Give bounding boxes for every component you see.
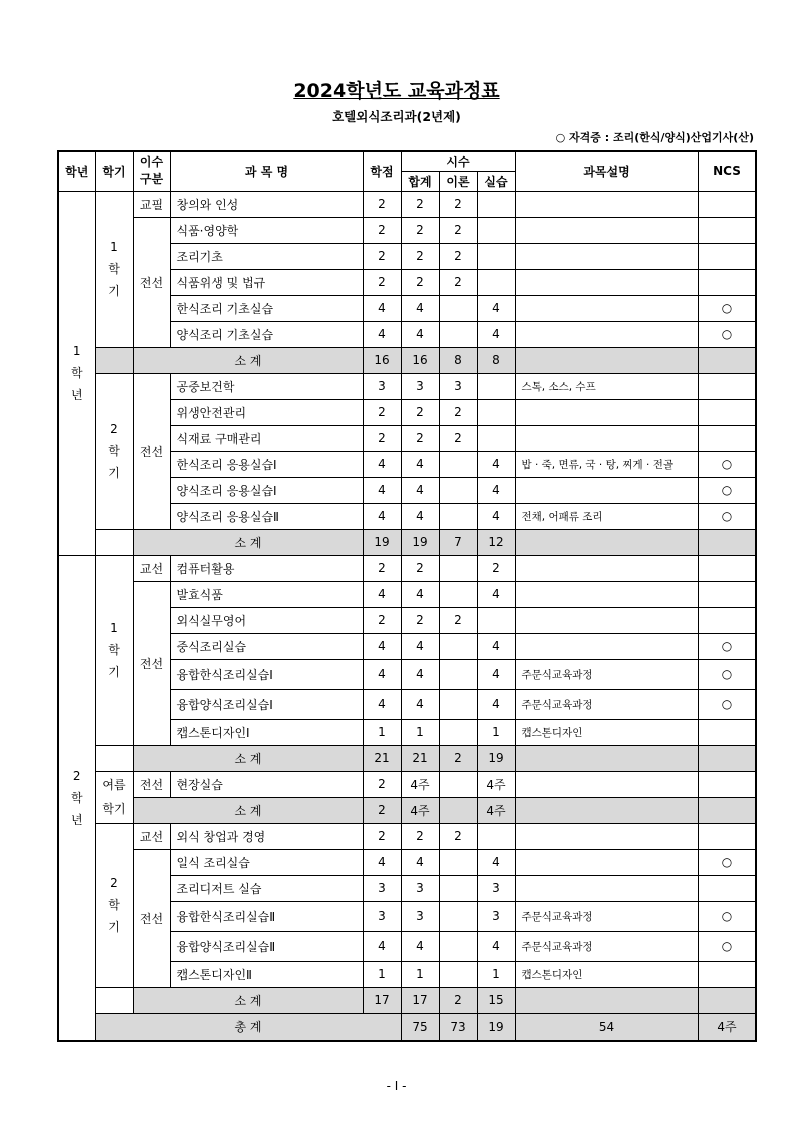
credits-cell: 2 [363, 191, 401, 217]
ncs-cell: ○ [698, 901, 756, 931]
hours-practice-cell: 4 [477, 659, 515, 689]
ncs-cell: ○ [698, 503, 756, 529]
category-cell: 교필 [133, 191, 170, 217]
hours-theory-cell [439, 451, 477, 477]
course-name: 일식 조리실습 [170, 849, 363, 875]
hours-theory-cell: 2 [439, 243, 477, 269]
hours-practice-cell [477, 425, 515, 451]
header-description: 과목설명 [515, 151, 698, 191]
ncs-cell [698, 529, 756, 555]
hours-total-cell: 4 [401, 849, 439, 875]
hours-theory-cell [439, 901, 477, 931]
hours-total-cell: 2 [401, 607, 439, 633]
hours-theory-cell: 2 [439, 399, 477, 425]
hours-theory-cell: 2 [439, 191, 477, 217]
credits-cell: 2 [363, 217, 401, 243]
description-cell [515, 321, 698, 347]
hours-practice-cell: 4 [477, 321, 515, 347]
description-cell: 주문식교육과정 [515, 931, 698, 961]
category-cell: 교선 [133, 555, 170, 581]
header-course-name: 과 목 명 [170, 151, 363, 191]
header-category: 이수 구분 [133, 151, 170, 191]
curriculum-table [57, 150, 757, 1042]
course-name: 캡스톤디자인Ⅱ [170, 961, 363, 987]
ncs-cell: ○ [698, 477, 756, 503]
hours-practice-cell: 4 [477, 451, 515, 477]
credits-cell: 4 [363, 477, 401, 503]
credits-cell: 4 [363, 581, 401, 607]
hours-theory-cell [439, 295, 477, 321]
ncs-cell [698, 719, 756, 745]
table-row [58, 373, 756, 399]
hours-theory-cell: 7 [439, 529, 477, 555]
header-hours-practice: 실습 [477, 171, 515, 191]
ncs-cell: ○ [698, 295, 756, 321]
hours-total-cell: 4 [401, 295, 439, 321]
category-cell: 전선 [133, 849, 170, 987]
hours-practice-cell: 19 [477, 745, 515, 771]
course-name: 양식조리 기초실습 [170, 321, 363, 347]
semester-label: 2 학 기 [95, 373, 133, 529]
credits-cell: 4 [363, 503, 401, 529]
hours-theory-cell [439, 503, 477, 529]
course-name: 융합양식조리실습Ⅱ [170, 931, 363, 961]
description-cell [515, 425, 698, 451]
hours-practice-cell: 12 [477, 529, 515, 555]
hours-practice-cell [477, 823, 515, 849]
credits-cell: 4 [363, 659, 401, 689]
table-row [58, 217, 756, 243]
hours-theory-cell: 2 [439, 745, 477, 771]
credits-cell: 2 [363, 243, 401, 269]
credits-cell: 3 [363, 875, 401, 901]
subtotal-row [58, 745, 756, 771]
hours-total-cell: 3 [401, 373, 439, 399]
credits-cell: 4 [363, 321, 401, 347]
header-hours: 시수 [401, 151, 515, 171]
hours-theory-cell: 2 [439, 217, 477, 243]
credits-cell: 2 [363, 555, 401, 581]
hours-practice-cell: 3 [477, 875, 515, 901]
hours-total-cell: 16 [401, 347, 439, 373]
hours-theory-cell [439, 961, 477, 987]
credits-cell: 4 [363, 931, 401, 961]
credits-cell: 3 [363, 373, 401, 399]
header-credits: 학점 [363, 151, 401, 191]
description-cell: 밥 · 죽, 면류, 국 · 탕, 찌게 · 전골 [515, 451, 698, 477]
credits-cell: 1 [363, 719, 401, 745]
credits-cell: 2 [363, 823, 401, 849]
description-cell [515, 797, 698, 823]
course-name: 융합한식조리실습Ⅰ [170, 659, 363, 689]
description-cell [515, 243, 698, 269]
table-row [58, 771, 756, 797]
course-name: 식품위생 및 법규 [170, 269, 363, 295]
hours-theory-cell: 8 [439, 347, 477, 373]
description-cell: 주문식교육과정 [515, 901, 698, 931]
credits-cell: 4 [363, 295, 401, 321]
header-ncs: NCS [698, 151, 756, 191]
course-name: 발효식품 [170, 581, 363, 607]
hours-total-cell: 1 [401, 961, 439, 987]
credits-cell: 4 [363, 849, 401, 875]
table-row [58, 555, 756, 581]
course-name: 식품·영양학 [170, 217, 363, 243]
ncs-cell [698, 269, 756, 295]
description-cell [515, 555, 698, 581]
description-cell [515, 849, 698, 875]
header-row [58, 151, 756, 171]
hours-total-cell: 2 [401, 823, 439, 849]
ncs-cell [698, 191, 756, 217]
subtotal-label: 소 계 [133, 745, 363, 771]
hours-total-cell: 1 [401, 719, 439, 745]
hours-theory-cell [439, 321, 477, 347]
hours-total-cell: 4주 [401, 797, 439, 823]
hours-theory-cell [439, 931, 477, 961]
hours-total-cell: 4 [401, 931, 439, 961]
ncs-cell [698, 243, 756, 269]
description-cell [515, 823, 698, 849]
course-name: 위생안전관리 [170, 399, 363, 425]
category-cell: 전선 [133, 581, 170, 745]
semester-label: 1 학 기 [95, 555, 133, 745]
hours-theory-cell [439, 875, 477, 901]
credits-cell: 21 [363, 745, 401, 771]
hours-theory-cell: 2 [439, 823, 477, 849]
hours-total-cell: 2 [401, 425, 439, 451]
grand-total-row [58, 1013, 756, 1041]
description-cell: 캡스톤디자인 [515, 719, 698, 745]
hours-total-cell: 17 [401, 987, 439, 1013]
year-label: 1 학 년 [58, 191, 95, 555]
credits-cell: 17 [363, 987, 401, 1013]
hours-total-cell: 21 [401, 745, 439, 771]
hours-practice-cell [477, 607, 515, 633]
hours-total-cell: 2 [401, 269, 439, 295]
description-cell [515, 745, 698, 771]
semester-label: 2 학 기 [95, 823, 133, 987]
hours-theory-cell: 2 [439, 269, 477, 295]
category-cell: 전선 [133, 373, 170, 529]
credits-cell: 3 [363, 901, 401, 931]
hours-theory-cell [439, 659, 477, 689]
course-name: 한식조리 기초실습 [170, 295, 363, 321]
credits-cell: 2 [363, 771, 401, 797]
hours-practice-cell [477, 243, 515, 269]
course-name: 창의와 인성 [170, 191, 363, 217]
ncs-cell: ○ [698, 451, 756, 477]
description-cell [515, 581, 698, 607]
ncs-cell: ○ [698, 689, 756, 719]
ncs-cell: ○ [698, 633, 756, 659]
hours-total-cell: 2 [401, 191, 439, 217]
hours-total-cell: 19 [401, 529, 439, 555]
course-name: 양식조리 응용실습Ⅰ [170, 477, 363, 503]
hours-practice-cell: 8 [477, 347, 515, 373]
description-cell [515, 987, 698, 1013]
header-hours-total: 합계 [401, 171, 439, 191]
hours-theory-cell [439, 719, 477, 745]
description-cell [515, 633, 698, 659]
ncs-cell [698, 987, 756, 1013]
course-name: 식재료 구매관리 [170, 425, 363, 451]
hours-total-cell: 2 [401, 555, 439, 581]
hours-practice-cell [477, 217, 515, 243]
hours-total-cell: 4 [401, 503, 439, 529]
header-semester: 학기 [95, 151, 133, 191]
hours-theory-cell [439, 771, 477, 797]
subtotal-row [58, 987, 756, 1013]
semester-spacer [95, 347, 133, 373]
course-name: 조리기초 [170, 243, 363, 269]
credits-cell: 2 [363, 399, 401, 425]
table-row [58, 849, 756, 875]
credits-cell: 2 [363, 425, 401, 451]
course-name: 융합한식조리실습Ⅱ [170, 901, 363, 931]
hours-theory-cell: 2 [439, 987, 477, 1013]
course-name: 컴퓨터활용 [170, 555, 363, 581]
description-cell [515, 295, 698, 321]
description-cell [515, 191, 698, 217]
description-cell: 주문식교육과정 [515, 659, 698, 689]
ncs-cell [698, 217, 756, 243]
hours-theory-cell [439, 555, 477, 581]
hours-total-cell: 4 [401, 451, 439, 477]
hours-practice-cell: 2 [477, 555, 515, 581]
credits-cell: 1 [363, 961, 401, 987]
year-label: 2 학 년 [58, 555, 95, 1041]
subtotal-label: 소 계 [133, 797, 363, 823]
hours-practice-cell [477, 399, 515, 425]
ncs-cell [698, 745, 756, 771]
page-number: - Ⅰ - [386, 1079, 407, 1093]
page-title: 2024학년도 교육과정표 [293, 80, 500, 102]
hours-practice-cell: 4주 [477, 771, 515, 797]
course-name: 공중보건학 [170, 373, 363, 399]
header-hours-theory: 이론 [439, 171, 477, 191]
hours-practice-cell: 4 [477, 849, 515, 875]
ncs-cell [698, 581, 756, 607]
hours-theory-cell [439, 633, 477, 659]
credits-cell: 4 [363, 689, 401, 719]
subtotal-label: 소 계 [133, 529, 363, 555]
subtotal-row [58, 529, 756, 555]
hours-total-cell: 4 [401, 321, 439, 347]
semester-spacer [95, 745, 133, 771]
description-cell: 스톡, 소스, 수프 [515, 373, 698, 399]
description-cell [515, 399, 698, 425]
hours-theory-cell: 19 [477, 1013, 515, 1041]
semester-spacer [95, 529, 133, 555]
hours-practice-cell: 1 [477, 719, 515, 745]
hours-total-cell: 4 [401, 689, 439, 719]
ncs-cell [698, 961, 756, 987]
subtotal-label: 소 계 [133, 347, 363, 373]
hours-practice-cell: 4 [477, 633, 515, 659]
hours-practice-cell: 4 [477, 689, 515, 719]
credits-cell: 2 [363, 797, 401, 823]
hours-theory-cell: 2 [439, 607, 477, 633]
course-name: 중식조리실습 [170, 633, 363, 659]
semester-label: 1 학 기 [95, 191, 133, 347]
description-cell [515, 477, 698, 503]
ncs-cell [698, 399, 756, 425]
certificate-note: ○ 자격증 : 조리(한식/양식)산업기사(산) [555, 131, 754, 144]
hours-total-cell: 4 [401, 659, 439, 689]
hours-practice-cell: 4 [477, 581, 515, 607]
description-cell [515, 347, 698, 373]
description-cell [515, 607, 698, 633]
hours-practice-cell: 1 [477, 961, 515, 987]
hours-theory-cell [439, 849, 477, 875]
ncs-cell [698, 555, 756, 581]
table-row [58, 823, 756, 849]
ncs-cell: ○ [698, 849, 756, 875]
ncs-cell [698, 823, 756, 849]
course-name: 캡스톤디자인Ⅰ [170, 719, 363, 745]
hours-total-cell: 73 [439, 1013, 477, 1041]
description-cell [515, 529, 698, 555]
hours-total-cell: 3 [401, 901, 439, 931]
hours-practice-cell [477, 269, 515, 295]
ncs-cell [698, 607, 756, 633]
description-cell [515, 269, 698, 295]
credits-cell: 19 [363, 529, 401, 555]
hours-theory-cell [439, 797, 477, 823]
subtotal-label: 소 계 [133, 987, 363, 1013]
hours-total-cell: 4 [401, 581, 439, 607]
department-subtitle: 호텔외식조리과(2년제) [332, 109, 461, 124]
description-cell: 전채, 어패류 조리 [515, 503, 698, 529]
description-cell [515, 771, 698, 797]
description-cell [515, 217, 698, 243]
grand-total-label: 총 계 [95, 1013, 401, 1041]
semester-label: 여름 학기 [95, 771, 133, 823]
hours-practice-cell: 4 [477, 931, 515, 961]
description-cell: 주문식교육과정 [515, 689, 698, 719]
table-row [58, 581, 756, 607]
header-year: 학년 [58, 151, 95, 191]
course-name: 한식조리 응용실습Ⅰ [170, 451, 363, 477]
description-cell [515, 875, 698, 901]
hours-practice-cell: 3 [477, 901, 515, 931]
ncs-cell [698, 347, 756, 373]
ncs-cell [698, 373, 756, 399]
ncs-cell [698, 797, 756, 823]
course-name: 외식실무영어 [170, 607, 363, 633]
description-cell: 4주 [698, 1013, 756, 1041]
course-name: 융합양식조리실습Ⅰ [170, 689, 363, 719]
category-cell: 교선 [133, 823, 170, 849]
hours-total-cell: 2 [401, 243, 439, 269]
course-name: 현장실습 [170, 771, 363, 797]
category-cell: 전선 [133, 217, 170, 347]
course-name: 외식 창업과 경영 [170, 823, 363, 849]
ncs-cell [698, 425, 756, 451]
credits-cell: 4 [363, 633, 401, 659]
hours-total-cell: 4 [401, 477, 439, 503]
ncs-cell: ○ [698, 321, 756, 347]
hours-total-cell: 3 [401, 875, 439, 901]
description-cell: 캡스톤디자인 [515, 961, 698, 987]
credits-cell: 16 [363, 347, 401, 373]
semester-spacer [95, 987, 133, 1013]
hours-total-cell: 4 [401, 633, 439, 659]
subtotal-row [58, 347, 756, 373]
ncs-cell [698, 875, 756, 901]
ncs-cell: ○ [698, 931, 756, 961]
course-name: 조리디저트 실습 [170, 875, 363, 901]
hours-practice-cell [477, 191, 515, 217]
credits-cell: 75 [401, 1013, 439, 1041]
hours-practice-cell: 4 [477, 477, 515, 503]
credits-cell: 4 [363, 451, 401, 477]
hours-practice-cell: 54 [515, 1013, 698, 1041]
hours-theory-cell: 3 [439, 373, 477, 399]
category-cell: 전선 [133, 771, 170, 797]
hours-practice-cell: 4 [477, 295, 515, 321]
ncs-cell [698, 771, 756, 797]
ncs-cell: ○ [698, 659, 756, 689]
hours-theory-cell [439, 477, 477, 503]
credits-cell: 2 [363, 607, 401, 633]
hours-practice-cell: 15 [477, 987, 515, 1013]
hours-theory-cell [439, 689, 477, 719]
hours-theory-cell [439, 581, 477, 607]
hours-theory-cell: 2 [439, 425, 477, 451]
subtotal-row [58, 797, 756, 823]
credits-cell: 2 [363, 269, 401, 295]
course-name: 양식조리 응용실습Ⅱ [170, 503, 363, 529]
hours-practice-cell: 4 [477, 503, 515, 529]
hours-total-cell: 2 [401, 217, 439, 243]
hours-total-cell: 4주 [401, 771, 439, 797]
table-row [58, 191, 756, 217]
hours-practice-cell: 4주 [477, 797, 515, 823]
hours-total-cell: 2 [401, 399, 439, 425]
hours-practice-cell [477, 373, 515, 399]
